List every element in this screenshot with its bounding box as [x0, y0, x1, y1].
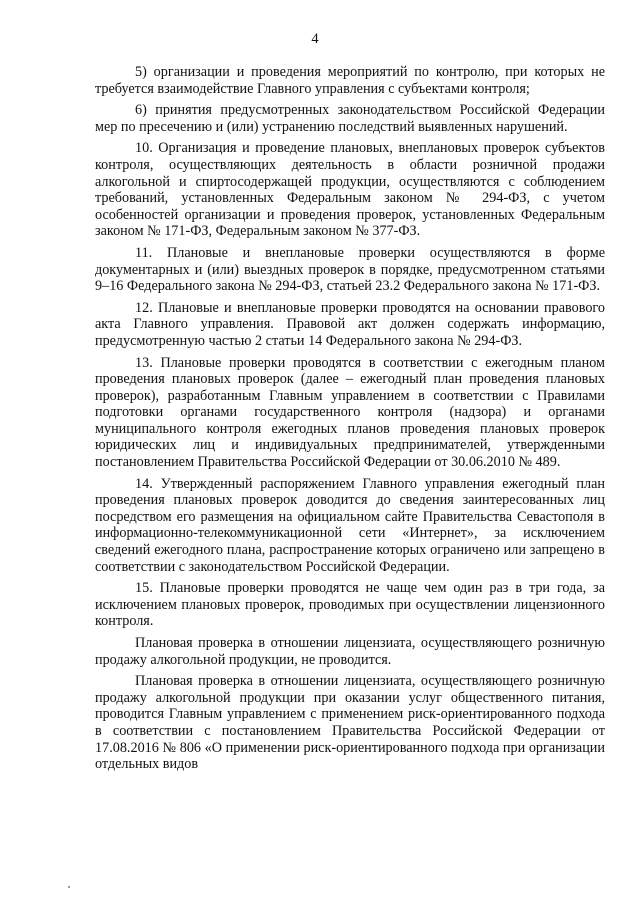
paragraph-12: 12. Плановые и внеплановые проверки проводятся на основании правового акта Главного управления. Правовой акт должен содержать информацию, предусмотренную частью 2 статьи 14 Федерального закона № 294-ФЗ. — [95, 299, 605, 349]
paragraph-15: 15. Плановые проверки проводятся не чаще чем один раз в три года, за исключением плановых проверок, проводимых при осуществлении лицензионного контроля. — [95, 580, 605, 630]
page-number: 4 — [311, 31, 319, 47]
paragraph-15-note: Плановая проверка в отношении лицензиата, осуществляющего розничную продажу алкогольной продукции, не проводится. — [95, 635, 605, 668]
paragraph-11: 11. Плановые и внеплановые проверки осуществляются в форме документарных и (или) выездных проверок в порядке, предусмотренном статьями 9–16 Федерального закона № 294-ФЗ, статьей 23.2 Федерального закона № 171-ФЗ. — [95, 244, 605, 295]
scan-artifact — [68, 886, 70, 888]
paragraph-10: 10. Организация и проведение плановых, внеплановых проверок субъектов контроля, осуществляющих деятельность в области розничной продажи алкогольной и спиртосодержащей продукции, осуществляются с соблюдением требований, установленных Федеральным законом № 294-ФЗ, с учетом особенностей организации и проведения проверок, установленных Федеральным законом № 171-ФЗ, Федеральным законом № 377-ФЗ. — [95, 140, 605, 240]
paragraph-13: 13. Плановые проверки проводятся в соответствии с ежегодным планом проведения плановых проверок (далее – ежегодный план проведения плановых проверок), разработанным Главным управлением в соответствии с Правилами подготовки органами государственного контроля (надзора) и органами муниципального контроля ежегодных планов проведения плановых проверок юридических лиц и индивидуальных предпринимателей, утвержденными постановлением Правительства Российской Федерации от 30.06.2010 № 489. — [95, 354, 605, 471]
paragraph-15-catering: Плановая проверка в отношении лицензиата, осуществляющего розничную продажу алкогольной продукции при оказании услуг общественного питания, проводится Главным управлением с применением риск-ориентированного подхода в соответствии с постановлением Правительства Российской Федерации от 17.08.2016 № 806 «О применении риск-ориентированного подхода при организации отдельных видов — [95, 673, 605, 773]
document-body — [95, 64, 605, 773]
paragraph-14: 14. Утвержденный распоряжением Главного управления ежегодный план проведения плановых проверок доводится до сведения заинтересованных лиц посредством его размещения на официальном сайте Правительства Севастополя в информационно-телекоммуникационной сети «Интернет», за исключением сведений ежегодного плана, распространение которых ограничено или запрещено в соответствии с законодательством Российской Федерации. — [95, 475, 605, 575]
paragraph-item-5: 5) организации и проведения мероприятий по контролю, при которых не требуется взаимодействие Главного управления с субъектами контроля; — [95, 64, 605, 97]
paragraph-item-6: 6) принятия предусмотренных законодательством Российской Федерации мер по пресечению и (или) устранению последствий выявленных нарушений. — [95, 102, 605, 135]
